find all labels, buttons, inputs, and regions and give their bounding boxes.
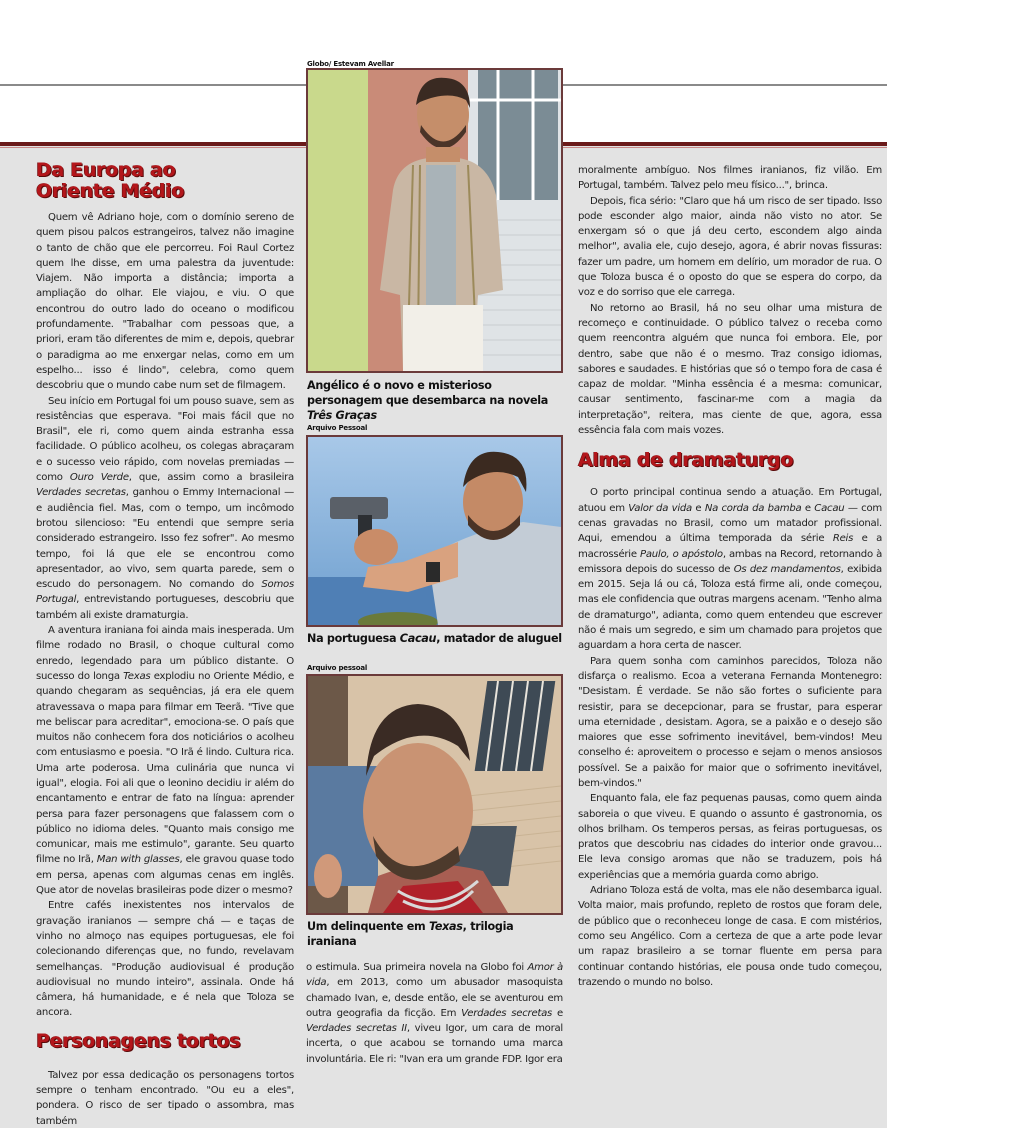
title-italic: Os dez mandamentos bbox=[733, 563, 841, 575]
paragraph: Depois, fica sério: "Claro que há um risco de ser tipado. Isso pode esconder algo maior, ainda não visto no ator. Se enxergam só o que já deu certo, escondem algo ainda melhor", avalia ele, cujo desejo, agora, é abrir novas fissuras: fazer um padre, um homem em delírio, um morador de rua. O que Toloza busca é o oposto do que se espera do corpo, da voz e do sorriso que ele carrega. bbox=[578, 195, 882, 299]
text: , ambas na Record, retornando à emissora depois do sucesso de bbox=[578, 548, 883, 575]
text: o estimula. Sua primeira novela na Globo foi bbox=[306, 962, 528, 973]
text: , ele gravou quase todo em persa, apenas com algumas cenas em inglês. Que ator de novelas brasileiras pode dizer o mesmo? bbox=[36, 854, 294, 897]
photo-caption bbox=[307, 631, 563, 646]
title-italic: Verdades secretas bbox=[36, 487, 126, 499]
text: Um delinquente em bbox=[307, 920, 429, 933]
title-italic: Amor à vida bbox=[306, 962, 563, 989]
right-column bbox=[578, 163, 882, 990]
title-line-2: Oriente Médio bbox=[36, 180, 185, 202]
section-title-europa bbox=[36, 160, 294, 202]
text: e bbox=[691, 502, 705, 514]
paragraph bbox=[36, 394, 294, 623]
photo-credit: Arquivo pessoal bbox=[307, 664, 368, 672]
paragraph: Adriano Toloza está de volta, mas ele não desembarca igual. Volta maior, mais profundo, repleto de rostos que foram dele, de público que o reconheceu longe de casa. E com mistérios, como seu Angélico. Com a certeza de que a arte pode levar um rapaz brasileiro a se tornar fluente em persa para continuar contando histórias, ele pousa onde tudo começou, trazendo o mundo no bolso. bbox=[578, 885, 882, 988]
title-line-1: Da Europa ao bbox=[36, 159, 176, 181]
photo-texas-image bbox=[308, 676, 561, 913]
photo-caption bbox=[307, 378, 563, 423]
title-italic: Verdades secretas II bbox=[306, 1023, 407, 1035]
photo-credit: Globo/ Estevam Avellar bbox=[307, 60, 394, 68]
paragraph: Talvez por essa dedicação os personagens tortos sempre o tenham encontrado. "Ou eu a eles", pondera. O risco de ser tipado o assombra, mas também bbox=[36, 1069, 294, 1127]
text: , ganhou o Emmy Internacional — e audiência fiel. Mas, com o tempo, um incômodo brotou silencioso: "Eu entendi que sempre seria considerado estrangeiro. Isso fez sofrer". Ao mesmo tempo, foi lá que ele se encontrou como apresentador, ao vivo, sem quarta parede, sem o escudo do personagem. No comando do bbox=[36, 487, 294, 591]
text: , entrevistando portugueses, descobriu que também ali existe dramaturgia. bbox=[36, 594, 294, 621]
title-italic: Verdades secretas bbox=[461, 1007, 553, 1019]
photo-cacau bbox=[306, 435, 563, 627]
paragraph: Entre cafés inexistentes nos intervalos de gravação iranianos — sempre chá — e taças de vinho no almoço nas equipes portuguesas, ele foi colecionando diferenças que, no fundo, revelavam semelhanças. "Produção audiovisual é produção audiovisual no mundo inteiro", assinala. Onde há câmera, há humanidade, e é nela que Toloza se ancora. bbox=[36, 900, 294, 1019]
paragraph: Quem vê Adriano hoje, com o domínio sereno de quem pisou palcos estrangeiros, talvez não imagine o tanto de chão que ele percorreu. Foi Raul Cortez quem lhe disse, em uma palestra da juventude: Viajem. Não importa a distância; importa a ampliação do olhar. Ele viajou, e viu. O que encontrou do outro lado do oceano o modificou profundamente. "Trabalhar com pessoas que, a priori, eram tão diferentes de mim e, depois, quebrar o paradigma ao me enxergar nelas, como em um espelho... isso é lindo", celebra, como quem descobriu que o mundo cabe num set de filmagem. bbox=[36, 212, 294, 392]
text: e a macrossérie bbox=[578, 533, 882, 560]
paragraph: Para quem sonha com caminhos parecidos, Toloza não disfarça o realismo. Ecoa a veterana Fernanda Montenegro: "Desistam. É verdade. Se não são fortes o suficiente para resistir, para se decepcionar, para se frustar, para esperar uma eternidade , desistam. Agora, se a paixão e o desejo são maiores que esse sofrimento inevitável, bem-vindos! Meu conselho é: aproveitem o processo e sejam o menos ansiosos possível. Se a paixão for maior que o sofrimento inevitável, bem-vindos." bbox=[578, 655, 882, 789]
title-italic: Na corda da bamba bbox=[704, 502, 802, 514]
middle-column bbox=[306, 960, 563, 1067]
title-italic: Texas bbox=[428, 920, 463, 933]
title-italic: Paulo, o apóstolo bbox=[640, 548, 723, 560]
photo-angelico-image bbox=[308, 70, 561, 371]
text: , trilogia iraniana bbox=[307, 920, 514, 948]
text: e bbox=[552, 1007, 563, 1019]
text: Angélico é o novo e misterioso personagem que desembarca na novela bbox=[307, 379, 549, 407]
text: explodiu no Oriente Médio, e quando chegaram as sequências, já era ele quem atravessava o mapa para filmar em Teerã. "Tive que me beliscar para acreditar", emociona-se. O país que muitos não conhecem fora dos noticiários o acolheu com entusiasmo e poesia. "O Irã é lindo. Cultura rica. Uma arte poderosa. Uma culinária que nunca vi igual", elogia. Foi ali que o leonino decidiu ir além do encantamento e entrar de fato na língua: aprender persa para fazer personagens que falassem com o público no idioma deles. "Quanto mais consigo me comunicar, mais me estimulo", garante. Seu quarto filme no Irã, bbox=[36, 670, 294, 866]
text: A aventura iraniana foi ainda mais inesperada. Um filme rodado no Brasil, o choque cultural como enredo, legendado para um público distante. O sucesso do longa bbox=[36, 625, 294, 682]
photo-credit: Arquivo Pessoal bbox=[307, 424, 368, 432]
title-italic: Reis bbox=[832, 533, 854, 545]
text: Seu início em Portugal foi um pouso suave, sem as resistências que esperava. "Foi mais fácil que no Brasil", ele ri, como quem ainda estranha essa facilidade. O público acolheu, os colegas abraçaram e o sucesso veio rápido, com novelas premiadas — como bbox=[36, 395, 294, 484]
text: , exibida em 2015. Seja lá ou cá, Toloza está firme ali, onde começou, mas ele confidencia que outras margens acenam. "Tenho alma de dramaturgo", adianta, como quem entendeu que escrever não é mais um segredo, e sim um chamado para projetos que aguardam a hora certa de nascer. bbox=[578, 563, 882, 652]
text: , que, assim como a brasileira bbox=[128, 472, 294, 484]
title-italic: Três Graças bbox=[307, 409, 377, 422]
title-italic: Texas bbox=[123, 670, 151, 682]
paragraph: No retorno ao Brasil, há no seu olhar uma mistura de recomeço e continuidade. O público talvez o receba como quem reencontra alguém que nunca foi embora. Ele, por dentro, sabe que não é o mesmo. Traz consigo idiomas, sabores e saudades. E histórias que só o tempo fora de casa é capaz de moldar. "Minha essência é a mesma: comunicar, causar sentimento, fascinar-me com a magia da interpretação", reitera, mas ciente de que, agora, essa essência fala com mais vozes. bbox=[578, 302, 882, 437]
paragraph bbox=[306, 960, 563, 1067]
title-italic: Valor da vida bbox=[628, 502, 692, 514]
title-italic: Ouro Verde bbox=[69, 472, 129, 484]
text: e bbox=[801, 502, 815, 514]
text: , viveu Igor, um cara de moral incerta, o que acabou se tornando uma marca involuntária. Ele ri: "Ivan era um grande FDP. Igor era bbox=[306, 1023, 563, 1065]
text: , matador de aluguel bbox=[436, 632, 562, 645]
title-italic: Somos Portugal bbox=[36, 579, 294, 606]
paragraph bbox=[578, 485, 882, 653]
left-column bbox=[36, 160, 294, 1129]
text: — com cenas gravadas no Brasil, como um matador profissional. Aqui, emendou a última temporada da série bbox=[578, 502, 882, 545]
title-italic: Cacau bbox=[399, 632, 437, 645]
section-title-personagens: Personagens tortos bbox=[36, 1029, 241, 1052]
photo-caption bbox=[307, 919, 563, 949]
section-title-alma: Alma de dramaturgo bbox=[578, 449, 794, 472]
title-italic: Cacau bbox=[814, 502, 845, 514]
photo-angelico bbox=[306, 68, 563, 373]
paragraph bbox=[36, 623, 294, 898]
paragraph: moralmente ambíguo. Nos filmes iranianos, fiz vilão. Em Portugal, também. Talvez pelo meu físico...", brinca. bbox=[578, 165, 882, 192]
text: Na portuguesa bbox=[307, 632, 400, 645]
title-italic: Man with glasses bbox=[96, 854, 180, 866]
paragraph: Enquanto fala, ele faz pequenas pausas, como quem ainda saboreia o que viveu. E quando o assunto é gastronomia, os olhos brilham. Os temperos persas, as feiras portuguesas, os pratos que descobriu nas cidades do interior onde gravou... Ele leva consigo aromas que não se traduzem, pois há experiências que a memória guarda como abrigo. bbox=[578, 793, 882, 881]
text: , em 2013, como um abusador masoquista chamado Ivan, e, desde então, ele se aventurou em outra geografia da ficção. Em bbox=[306, 977, 563, 1019]
photo-cacau-image bbox=[308, 437, 561, 625]
text: O porto principal continua sendo a atuação. Em Portugal, atuou em bbox=[578, 487, 882, 514]
photo-texas bbox=[306, 674, 563, 915]
